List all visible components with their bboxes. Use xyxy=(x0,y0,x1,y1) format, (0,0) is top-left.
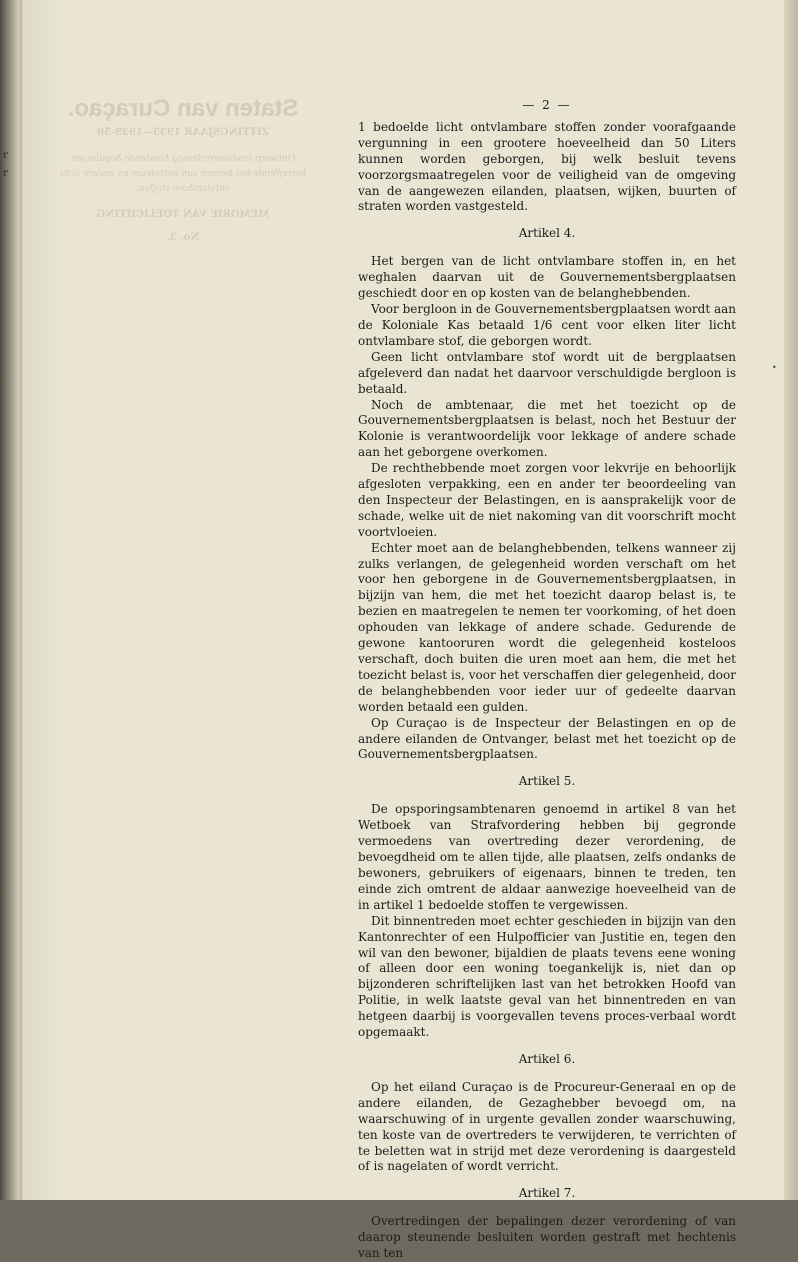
page-number: — 2 — xyxy=(522,98,572,112)
ghost-title: Staten van Curaçao. xyxy=(67,95,299,122)
ghost-session: ZITTINGSJAAR 1935—1939-50 xyxy=(97,127,269,138)
show-through-heading xyxy=(58,95,308,243)
book-binding-edge xyxy=(0,0,22,1200)
paragraph: Op Curaçao is de Inspecteur der Belastingen en op de andere eilanden de Ontvanger, belast met het toezicht op de Gouvernementsbergplaatsen. xyxy=(358,715,736,762)
article-heading: Artikel 6. xyxy=(518,1051,576,1066)
paragraph: De opsporingsambtenaren genoemd in artikel 8 van het Wetboek van Strafvordering hebben bij gegronde vermoedens van overtreding dezer verordening, de bevoegdheid om te allen tijde, alle plaatsen, zelfs ondanks de bewoners, gebruikers of eigenaars, binnen te treden, ten einde zich omtrent de aldaar aanwezige hoeveelheid van de in artikel 1 bedoelde stoffen te vergewissen. xyxy=(358,802,736,912)
margin-tick: • xyxy=(772,363,777,372)
article-heading: Artikel 5. xyxy=(518,774,576,789)
ghost-subject: Ontwerp-landsverordening houdende bepalingen betreffende het bergen van petroleum en andere licht ontvlambare stoffen. xyxy=(59,154,307,194)
paragraph: Echter moet aan de belanghebbenden, telkens wanneer zij zulks verlangen, de gelegenheid worden verschaft om het voor hen geborgene in de Gouvernementsbergplaatsen, in bijzijn van hem, die met het toezicht daarop belast is, te bezien en maatregelen te nemen ter voorkoming, of het doen ophouden van lekkage of andere schade. Gedurende de gewone kantooruren wordt die gelegenheid kosteloos verschaft, doch buiten die uren moet aan hem, die met het toezicht belast is, voor het verschaffen dier gelegenheid, door de belanghebbenden voor ieder uur of gedeelte daarvan worden betaald een gulden. xyxy=(358,540,736,714)
paragraph: Het bergen van de licht ontvlambare stoffen in, en het weghalen daarvan uit de Gouvernementsbergplaatsen geschiedt door en op kosten van de belanghebbenden. xyxy=(358,254,736,301)
page-right-edge xyxy=(784,0,798,1200)
paragraph: Noch de ambtenaar, die met het toezicht op de Gouvernementsbergplaatsen is belast, noch het Bestuur der Kolonie is verantwoordelijk voor lekkage of andere schade aan het geborgene overkomen. xyxy=(358,397,736,460)
paragraph: Overtredingen der bepalingen dezer verordening of van daarop steunende besluiten worden gestraft met hechtenis van ten xyxy=(358,1214,736,1261)
paragraph: Voor bergloon in de Gouvernementsbergplaatsen wordt aan de Koloniale Kas betaald 1/6 cent voor elken liter licht ontvlambare stof, die geborgen wordt. xyxy=(358,302,736,348)
edge-mark: r xyxy=(3,168,8,179)
edge-mark: r xyxy=(3,150,8,161)
article-heading: Artikel 7. xyxy=(518,1186,576,1201)
article-heading: Artikel 4. xyxy=(518,226,576,241)
paragraph: 1 bedoelde licht ontvlambare stoffen zonder voorafgaande vergunning in een grootere hoeveelheid dan 50 Liters kunnen worden geborgen, bij welk besluit tevens voorzorgsmaatregelen voor de veiligheid van de omgeving van de aangewezen eilanden, plaatsen, wijken, buurten of straten worden vastgesteld. xyxy=(358,119,736,214)
ghost-number: No. 3. xyxy=(166,232,200,243)
paragraph: Geen licht ontvlambare stof wordt uit de bergplaatsen afgeleverd dan nadat het daarvoor verschuldigde bergloon is betaald. xyxy=(358,349,736,396)
paragraph: Dit binnentreden moet echter geschieden in bijzijn van den Kantonrechter of een Hulpofficier van Justitie en, tegen den wil van den bewoner, bijaldien de plaats tevens eene woning of alleen door een woning toegankelijk is, niet dan op bijzonderen schriftelijken last van het betrokken Hoofd van Politie, in welk laatste geval van het binnentreden en van hetgeen daarbij is voorgevallen tevens proces-verbaal wordt opgemaakt. xyxy=(358,913,736,1040)
document-body xyxy=(358,98,736,1262)
ghost-memo: MEMORIE VAN TOELICHTING xyxy=(96,209,270,220)
paragraph: Op het eiland Curaçao is de Procureur-Generaal en op de andere eilanden, de Gezaghebber bevoegd om, na waarschuwing of in urgente gevallen zonder waarschuwing, ten koste van de overtreders te verwijderen, te verrichten of te beletten wat in strijd met deze verordening is daargesteld of is nagelaten of wordt verricht. xyxy=(358,1079,736,1174)
paragraph: De rechthebbende moet zorgen voor lekvrije en behoorlijk afgesloten verpakking, een en ander ter beoordeeling van den Inspecteur der Belastingen, en is aansprakelijk voor de schade, welke uit de niet nakoming van dit voorschrift mocht voortvloeien. xyxy=(358,461,736,539)
